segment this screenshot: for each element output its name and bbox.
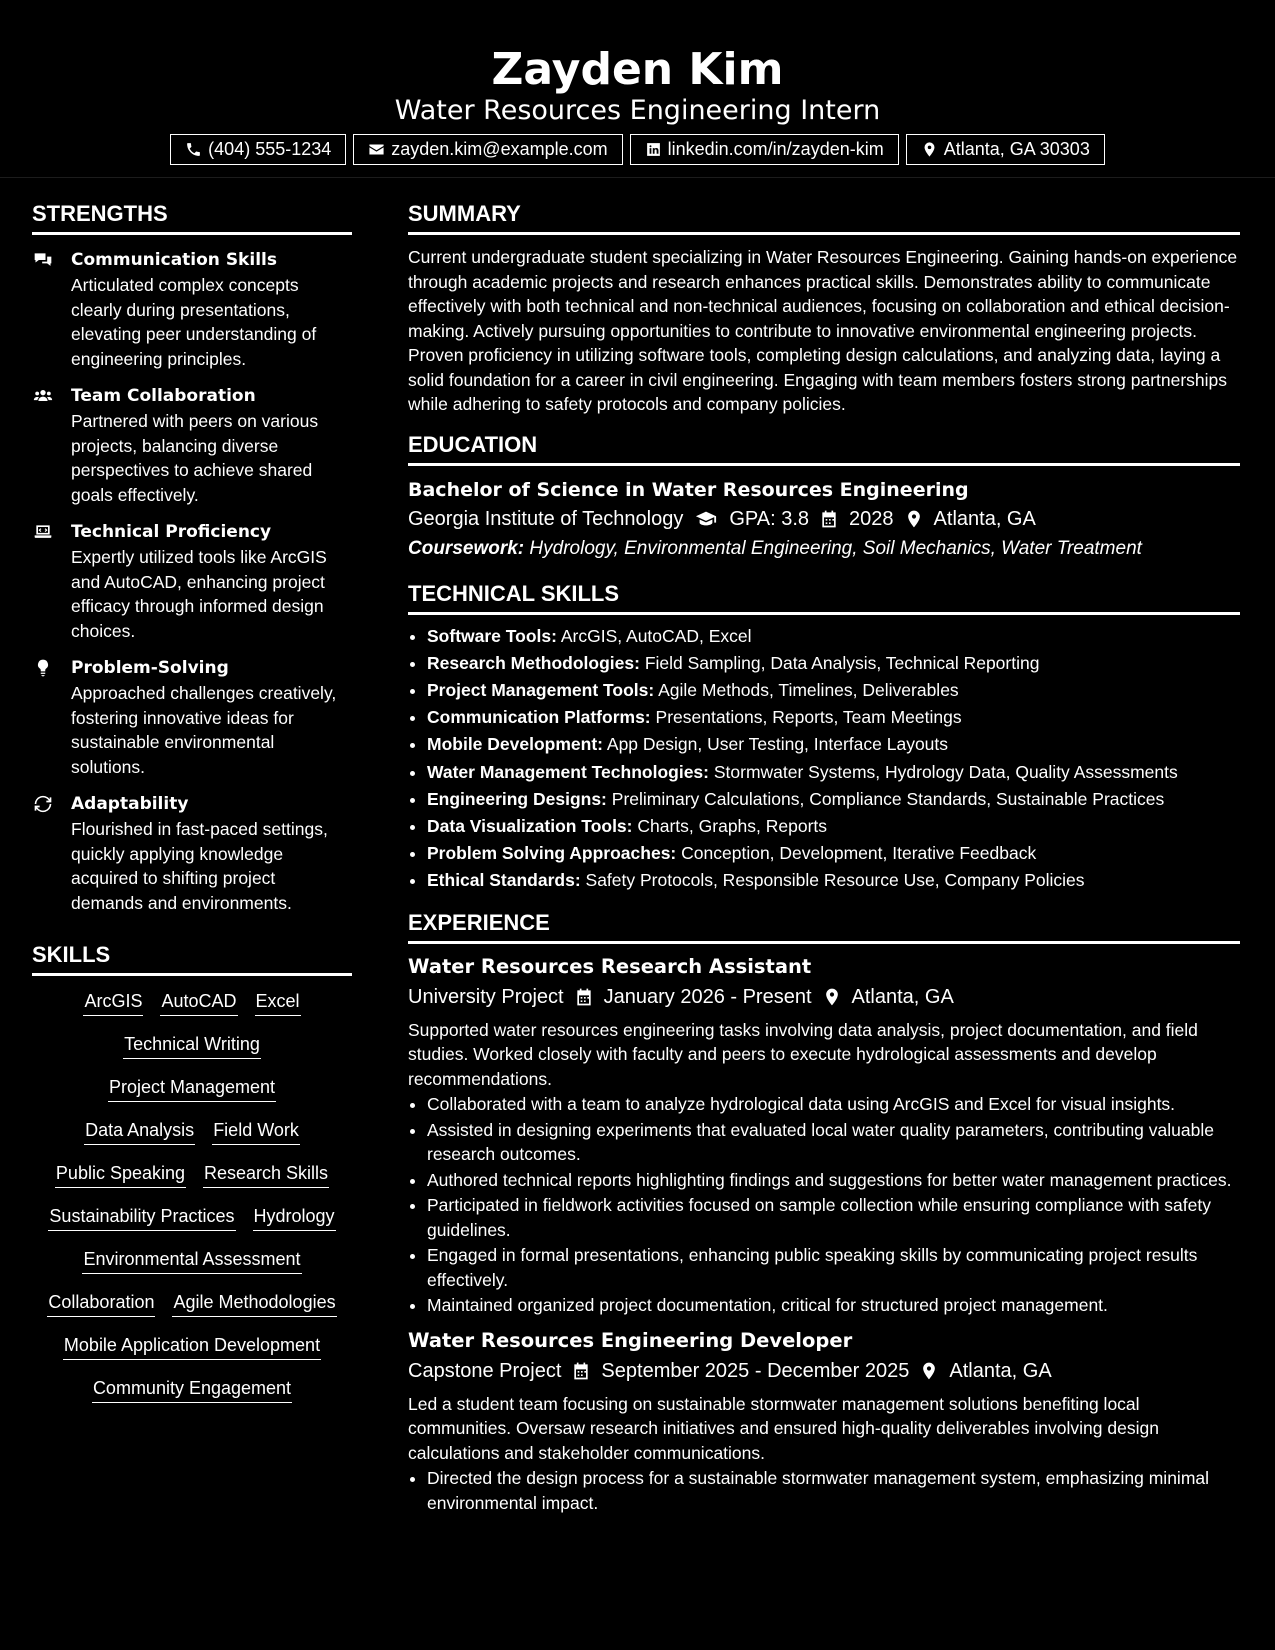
job-bullets (408, 1092, 1240, 1318)
strength-title: Team Collaboration (71, 386, 256, 406)
job-organization: Capstone Project (408, 1359, 562, 1382)
skill-tag: Collaboration (47, 1289, 155, 1317)
job-bullet: • Assisted in designing experiments that evaluated local water quality parameters, contributing valuable research outcomes. (427, 1118, 1240, 1167)
strength-title: Technical Proficiency (71, 522, 272, 542)
job-bullet: • Authored technical reports highlighting findings and suggestions for better water management practices. (427, 1168, 1240, 1193)
calendar-icon (574, 987, 594, 1007)
contact-bar (0, 134, 1275, 165)
job-description: Supported water resources engineering tasks involving data analysis, project documentation, and field studies. Worked closely with faculty and peers to execute hydrological assessments and develop recommendations. (408, 1019, 1198, 1089)
skill-tag: Data Analysis (84, 1117, 195, 1145)
skill-tag: AutoCAD (160, 988, 237, 1016)
graduation-year: 2028 (849, 507, 894, 530)
technical-skill-item (427, 704, 1240, 731)
skill-tag: Environmental Assessment (82, 1246, 301, 1274)
gpa-value: GPA: 3.8 (729, 507, 810, 530)
strength-description: Expertly utilized tools like ArcGIS and AutoCAD, enhancing project efficacy through informed design choices. (71, 547, 327, 641)
skill-values: App Design, User Testing, Interface Layouts (606, 734, 949, 755)
skill-row (32, 1332, 352, 1360)
technical-skill-item (427, 731, 1240, 758)
job-bullets (408, 1466, 1240, 1515)
strengths-list (32, 248, 352, 915)
skill-tag: Excel (255, 988, 301, 1016)
strength-item (32, 384, 352, 507)
summary-text: Current undergraduate student specializing in Water Resources Engineering. Gaining hands-on experience through academic projects and research enhances practical skills. Demonstrates ability to communicate effectively with both technical and non-technical audiences, focusing on collaboration and ethical decision-making. Actively pursuing opportunities to contribute to innovative environmental engineering projects. Proven proficiency in utilizing software tools, completing design calculations, and analyzing data, laying a solid foundation for a career in civil engineering. Engaging with team members fosters strong partnerships while adhering to safety protocols and company policies. (408, 247, 1238, 414)
skill-row (32, 1117, 352, 1145)
strength-item (32, 248, 352, 371)
sync-icon (32, 794, 54, 814)
job-entry (408, 1326, 1240, 1516)
skill-tag: Hydrology (253, 1203, 336, 1231)
technical-skill-item (427, 813, 1240, 840)
job-dates: January 2026 - Present (603, 985, 812, 1008)
experience-heading: EXPERIENCE (408, 909, 1240, 944)
graduation-cap-icon (693, 508, 719, 530)
skill-tag: Project Management (108, 1074, 276, 1102)
job-bullet: • Collaborated with a team to analyze hydrological data using ArcGIS and Excel for visual insights. (427, 1092, 1240, 1117)
strengths-heading: STRENGTHS (32, 200, 352, 235)
job-dates: September 2025 - December 2025 (601, 1359, 910, 1382)
skill-row (32, 1246, 352, 1274)
job-bullet: • Participated in fieldwork activities focused on sample collection while ensuring compliance with safety guidelines. (427, 1193, 1240, 1242)
skill-row (32, 988, 352, 1016)
resume-header (0, 0, 1275, 178)
skill-category: Mobile Development: (427, 734, 603, 755)
strength-description: Flourished in fast-paced settings, quickly applying knowledge acquired to shifting project demands and environments. (71, 819, 328, 913)
technical-skill-item (427, 677, 1240, 704)
degree-title: Bachelor of Science in Water Resources Engineering (408, 478, 969, 501)
strength-item (32, 792, 352, 915)
contact-linkedin-text: linkedin.com/in/zayden-kim (667, 139, 884, 159)
education-meta (408, 504, 1240, 534)
skill-values: Field Sampling, Data Analysis, Technical Reporting (644, 652, 1040, 673)
strength-item (32, 520, 352, 643)
skill-values: Presentations, Reports, Team Meetings (655, 707, 962, 728)
skill-category: Data Visualization Tools: (427, 815, 633, 836)
skill-tag: ArcGIS (83, 988, 143, 1016)
technical-skill-item (427, 650, 1240, 677)
candidate-title: Water Resources Engineering Intern (394, 95, 881, 126)
skill-row (32, 1289, 352, 1317)
skill-category: Software Tools: (427, 625, 557, 646)
skill-category: Engineering Designs: (427, 788, 607, 809)
education-heading: EDUCATION (408, 431, 1240, 466)
coursework (408, 534, 1240, 564)
skill-row (32, 1375, 352, 1403)
skills-cloud (32, 988, 352, 1403)
phone-icon (185, 141, 202, 158)
technical-skill-item (427, 840, 1240, 867)
coursework-list: Hydrology, Environmental Engineering, Soil Mechanics, Water Treatment (529, 537, 1142, 559)
education-location: Atlanta, GA (933, 507, 1036, 530)
skill-category: Problem Solving Approaches: (427, 843, 677, 864)
skill-category: Research Methodologies: (427, 652, 640, 673)
job-meta (408, 982, 1240, 1012)
strength-item (32, 656, 352, 779)
skill-category: Ethical Standards: (427, 870, 581, 891)
technical-skills-heading: TECHNICAL SKILLS (408, 580, 1240, 615)
job-title: Water Resources Engineering Developer (408, 1328, 853, 1352)
contact-location-text: Atlanta, GA 30303 (943, 139, 1090, 159)
job-title: Water Resources Research Assistant (408, 954, 812, 978)
technical-skills-list (408, 623, 1240, 895)
strength-description: Articulated complex concepts clearly during presentations, elevating peer understanding of engineering principles. (71, 275, 317, 369)
job-bullet: • Maintained organized project documentation, critical for structured project management. (427, 1293, 1240, 1318)
calendar-icon (819, 509, 839, 529)
map-pin-icon (822, 987, 842, 1007)
skill-values: Safety Protocols, Responsible Resource Use, Company Policies (585, 870, 1085, 891)
left-column (32, 178, 352, 1403)
right-column (408, 178, 1240, 1515)
strength-description: Partnered with peers on various projects, balancing diverse perspectives to achieve shared goals effectively. (71, 411, 319, 505)
skill-values: Charts, Graphs, Reports (637, 815, 828, 836)
contact-location[interactable] (906, 134, 1105, 165)
skill-category: Water Management Technologies: (427, 761, 709, 782)
job-organization: University Project (408, 985, 564, 1008)
skill-tag: Sustainability Practices (48, 1203, 235, 1231)
lightbulb-icon (32, 658, 54, 678)
contact-email-text: zayden.kim@example.com (391, 139, 608, 159)
skill-tag: Field Work (212, 1117, 300, 1145)
skill-row (32, 1074, 352, 1102)
coursework-label: Coursework: (408, 537, 525, 559)
skill-row (32, 1031, 352, 1059)
strength-title: Communication Skills (71, 250, 277, 270)
skill-category: Communication Platforms: (427, 707, 651, 728)
skill-values: Conception, Development, Iterative Feedback (681, 843, 1037, 864)
job-bullet: • Directed the design process for a sustainable stormwater management system, emphasizing minimal environmental impact. (427, 1466, 1240, 1515)
school-name: Georgia Institute of Technology (408, 507, 684, 530)
skill-tag: Community Engagement (92, 1375, 292, 1403)
job-bullet: • Engaged in formal presentations, enhancing public speaking skills by communicating project results effectively. (427, 1243, 1240, 1292)
skill-values: ArcGIS, AutoCAD, Excel (560, 625, 752, 646)
skill-values: Preliminary Calculations, Compliance Standards, Sustainable Practices (611, 788, 1165, 809)
strength-description: Approached challenges creatively, fostering innovative ideas for sustainable environmental solutions. (71, 683, 337, 777)
job-location: Atlanta, GA (851, 985, 954, 1008)
technical-skill-item (427, 786, 1240, 813)
strength-title: Adaptability (71, 794, 189, 814)
skill-row (32, 1160, 352, 1188)
comments-icon (32, 250, 54, 270)
contact-email[interactable] (353, 134, 622, 165)
technical-skill-item (427, 759, 1240, 786)
calendar-icon (571, 1361, 591, 1381)
skill-tag: Technical Writing (123, 1031, 261, 1059)
job-location: Atlanta, GA (949, 1359, 1052, 1382)
skill-tag: Mobile Application Development (63, 1332, 321, 1360)
job-description: Led a student team focusing on sustainable stormwater management solutions benefiting local communities. Oversaw research initiatives and ensured high-quality deliverables involving design calculations and stakeholder communications. (408, 1393, 1159, 1463)
contact-linkedin[interactable] (630, 134, 899, 165)
skill-category: Project Management Tools: (427, 679, 655, 700)
map-pin-icon (919, 1361, 939, 1381)
job-entry (408, 952, 1240, 1318)
technical-skill-item (427, 623, 1240, 650)
skill-values: Agile Methods, Timelines, Deliverables (658, 679, 959, 700)
skill-tag: Research Skills (203, 1160, 329, 1188)
skill-tag: Agile Methodologies (172, 1289, 336, 1317)
contact-phone[interactable] (170, 134, 346, 165)
candidate-name: Zayden Kim (491, 44, 784, 95)
skill-values: Stormwater Systems, Hydrology Data, Quality Assessments (713, 761, 1178, 782)
skills-heading: SKILLS (32, 941, 352, 976)
contact-phone-text: (404) 555-1234 (208, 139, 332, 159)
technical-skill-item (427, 867, 1240, 894)
linkedin-icon (645, 141, 662, 158)
skill-tag: Public Speaking (55, 1160, 186, 1188)
users-icon (32, 386, 54, 406)
envelope-icon (368, 141, 385, 158)
skill-row (32, 1203, 352, 1231)
map-pin-icon (904, 509, 924, 529)
job-meta (408, 1356, 1240, 1386)
laptop-code-icon (32, 522, 54, 542)
summary-heading: SUMMARY (408, 200, 1240, 235)
strength-title: Problem-Solving (71, 658, 229, 678)
map-pin-icon (921, 141, 938, 158)
